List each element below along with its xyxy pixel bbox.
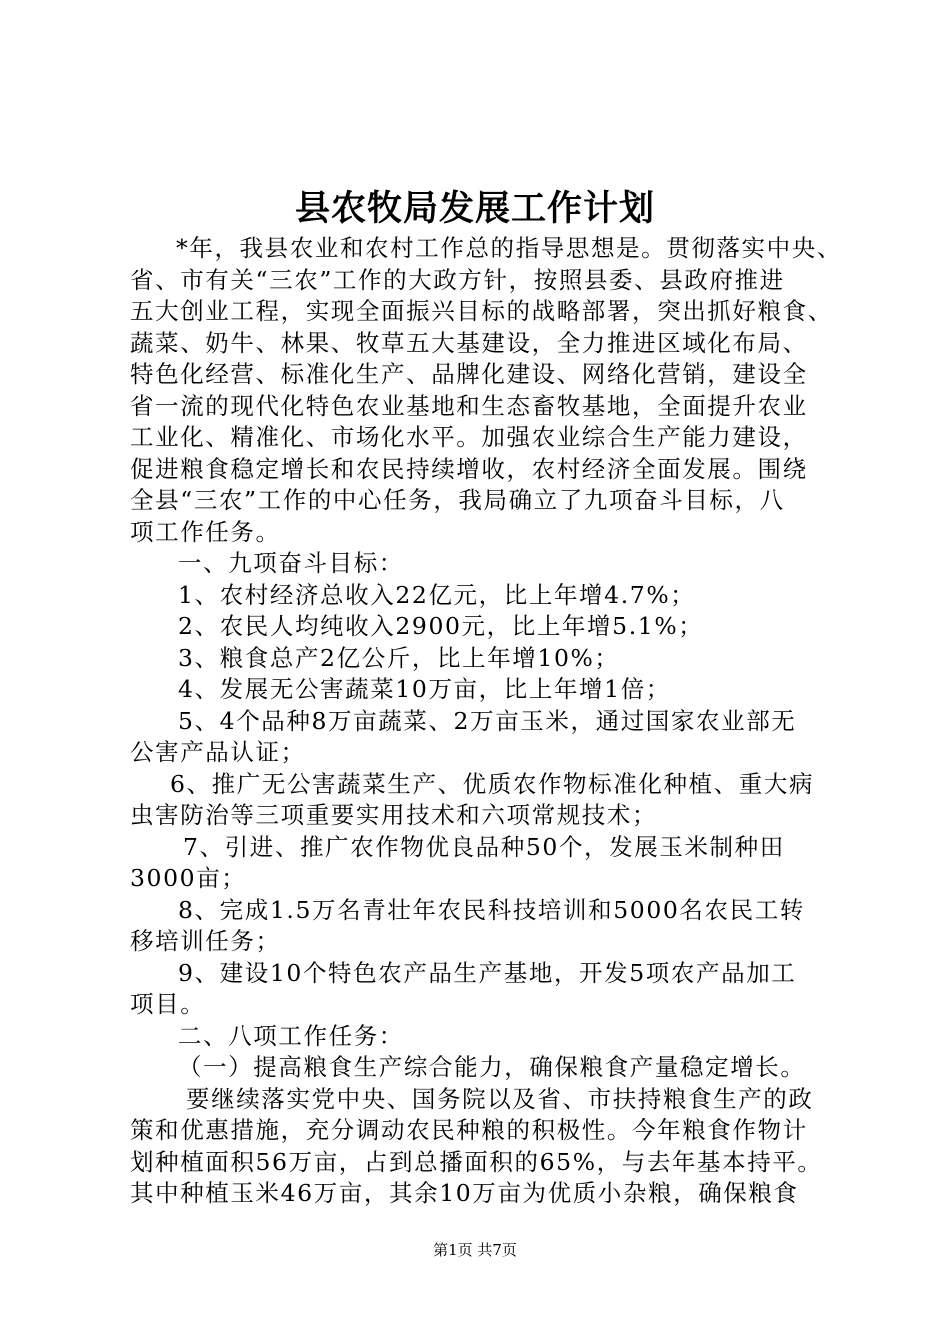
list-item: 3、粮食总产2亿公斤，比上年增10%； [178,643,620,672]
paragraph-line: 要继续落实党中央、国务院以及省、市扶持粮食生产的政 [186,1084,814,1113]
subsection-heading: （一）提高粮食生产综合能力，确保粮食产量稳定增长。 [178,1053,806,1081]
paragraph-line: 策和优惠措施，充分调动农民种粮的积极性。今年粮食作物计 [130,1116,808,1144]
document-title: 县农牧局发展工作计划 [294,188,655,229]
paragraph-line: 项工作任务。 [130,517,281,546]
paragraph-line: 省、市有关“三农”工作的大政方针，按照县委、县政府推进 [130,265,785,294]
list-item-continuation: 项目。 [130,990,206,1018]
section-heading: 二、八项工作任务： [178,1021,404,1050]
paragraph-line: 蔬菜、奶牛、林果、牧草五大基建设，全力推进区域化布局、 [130,328,808,357]
list-item: 6、推广无公害蔬菜生产、优质农作物标准化种植、重大病 [170,769,815,798]
paragraph-line: 五大创业工程，实现全面振兴目标的战略部署，突出抓好粮食、 [130,297,833,325]
paragraph-line: 省一流的现代化特色农业基地和生态畜牧基地，全面提升农业 [130,391,808,420]
paragraph-line: 全县“三农”工作的中心任务，我局确立了九项奋斗目标，八 [130,486,785,514]
list-item-continuation: 3000亩； [130,864,247,892]
paragraph-line: *年，我县农业和农村工作总的指导思想是。贯彻落实中央、 [176,234,842,262]
list-item: 9、建设10个特色农产品生产基地，开发5项农产品加工 [178,958,797,987]
list-item-continuation: 移培训任务； [130,927,281,955]
paragraph-line: 特色化经营、标准化生产、品牌化建设、网络化营销，建设全 [130,360,808,388]
paragraph-line: 工业化、精准化、市场化水平。加强农业综合生产能力建设， [130,423,808,451]
list-item-continuation: 公害产品认证； [130,738,306,766]
section-heading: 一、九项奋斗目标： [178,549,404,577]
list-item: 1、农村经济总收入22亿元，比上年增4.7%； [178,580,696,609]
list-item-continuation: 虫害防治等三项重要实用技术和六项常规技术； [130,801,658,829]
list-item: 2、农民人均纯收入2900元，比上年增5.1%； [178,612,704,640]
document-body [130,233,850,1210]
list-item: 4、发展无公害蔬菜10万亩，比上年增1倍； [178,675,671,703]
paragraph-line: 其中种植玉米46万亩，其余10万亩为优质小杂粮，确保粮食 [130,1179,799,1207]
list-item: 8、完成1.5万名青壮年农民科技培训和5000名农民工转 [178,895,805,924]
list-item: 5、4个品种8万亩蔬菜、2万亩玉米，通过国家农业部无 [178,706,797,735]
paragraph-line: 划种植面积56万亩，占到总播面积的65%，与去年基本持平。 [130,1147,823,1176]
paragraph-line: 促进粮食稳定增长和农民持续增收，农村经济全面发展。围绕 [130,454,808,483]
page-number-footer: 第1页 共7页 [433,1241,517,1259]
list-item: 7、引进、推广农作物优良品种50个，发展玉米制种田 [183,832,785,861]
